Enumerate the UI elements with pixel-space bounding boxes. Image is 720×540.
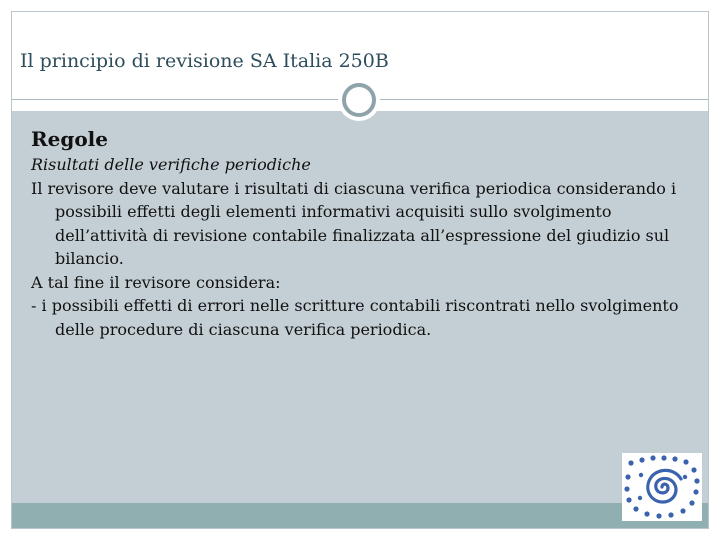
header-rule-right [380,99,708,100]
header-rule-left [12,99,342,100]
ring-icon [338,79,380,121]
body-paragraph-1: Il revisore deve valutare i risultati di ciascuna verifica periodica considerando i possibili effetti degli elementi informativi acquisiti sullo svolgimento dell’attività di revisione contabile finalizzata all’espressione del giudizio sul bilancio. [31,178,677,268]
section-subheading: Risultati delle verifiche periodiche [31,155,311,174]
body-paragraph-2: A tal fine il revisore considera: [31,272,281,292]
spiral-logo-icon [622,453,702,521]
footer-bar [12,503,708,528]
slide-title: Il principio di revisione SA Italia 250B [20,50,389,72]
slide-body [31,125,701,341]
section-heading: Regole [31,127,108,151]
body-paragraph-3: - i possibili effetti di errori nelle scritture contabili riscontrati nello svolgimento delle procedure di ciascuna verifica periodica. [31,296,679,339]
